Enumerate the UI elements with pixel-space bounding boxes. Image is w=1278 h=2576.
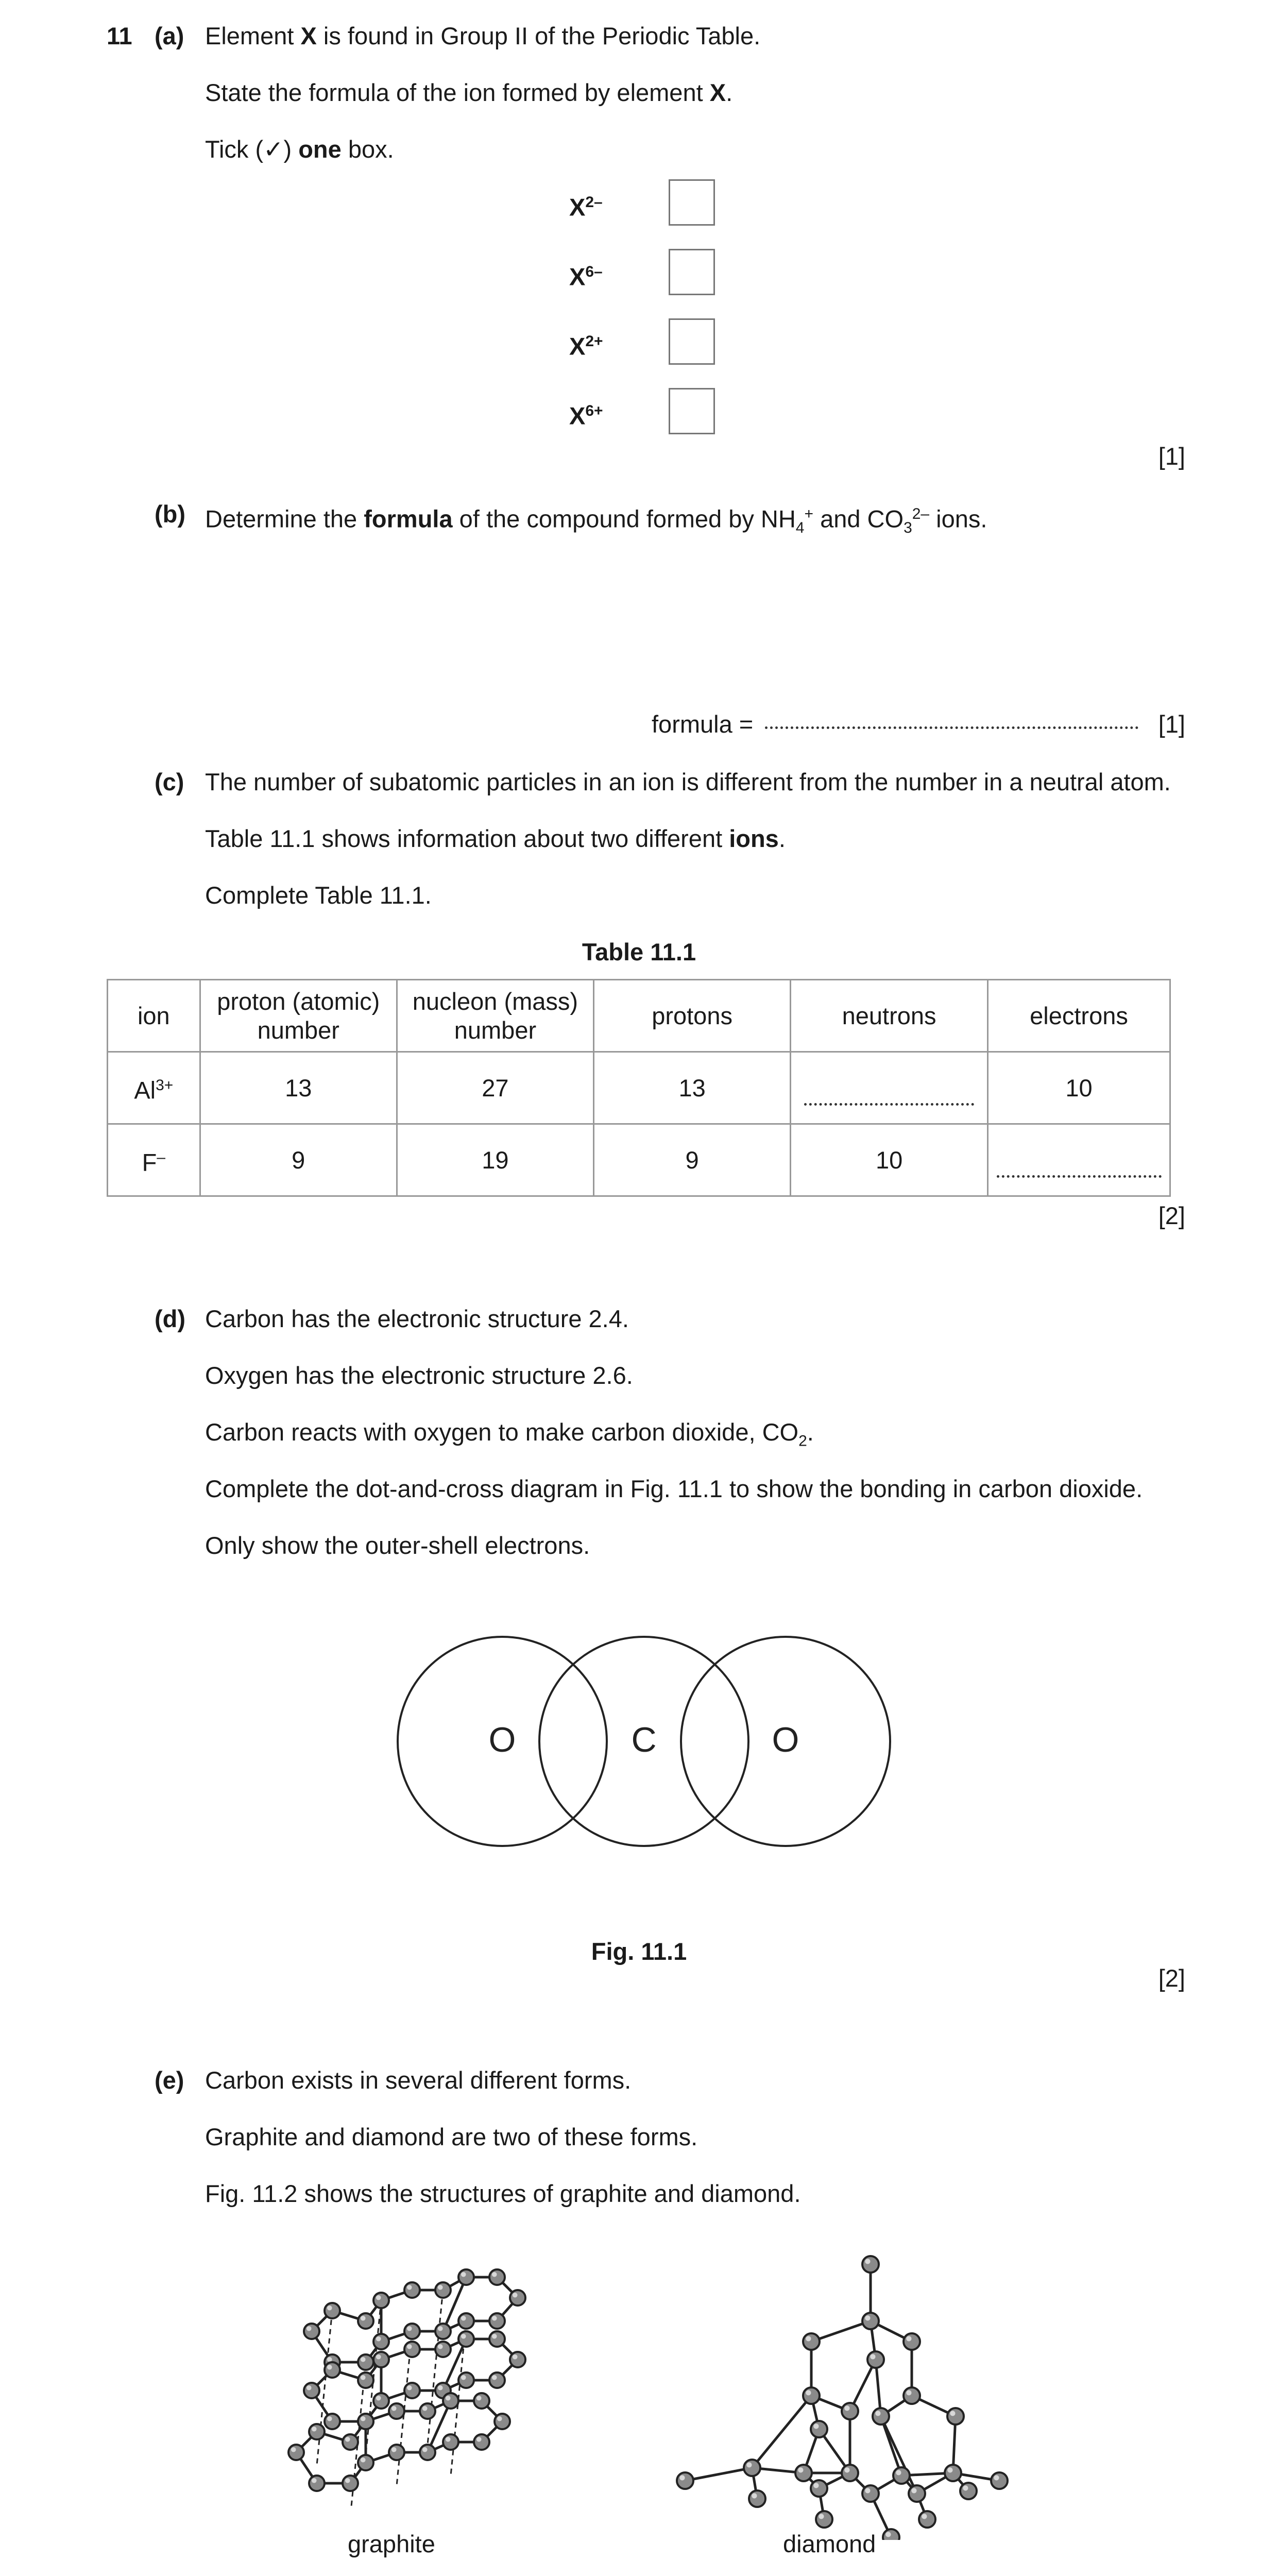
graphite-atom-highlight [461, 2316, 466, 2321]
graphite-atom-highlight [513, 2293, 518, 2298]
diamond-atom [883, 2529, 899, 2540]
table-row-f [108, 1124, 1170, 1196]
graphite-atom [358, 2354, 373, 2370]
graphite-atom [309, 2424, 325, 2439]
part-b-marks: [1] [1158, 710, 1185, 738]
diamond-atom-highlight [896, 2470, 901, 2475]
graphite-atom-highlight [446, 2396, 451, 2401]
graphite-atom-highlight [376, 2336, 381, 2342]
part-b-question: Determine the formula of the compound formed by $NH_4^+$ and $CO_3^{2-}$ ions. [205, 505, 987, 537]
ion-f: F– [108, 1124, 200, 1196]
diamond-atom [842, 2465, 858, 2481]
diamond-atom [960, 2483, 977, 2499]
graphite-atom-highlight [438, 2344, 443, 2349]
graphite-atom-highlight [422, 2447, 428, 2452]
graphite-atom [474, 2434, 489, 2450]
graphite-atom-highlight [438, 2326, 443, 2331]
formula-answer-line[interactable] [765, 726, 1138, 729]
graphite-atom [404, 2342, 420, 2357]
graphite-atom [358, 2455, 373, 2470]
option-x2plus-checkbox[interactable] [669, 318, 715, 365]
diamond-atom-highlight [806, 2390, 811, 2395]
diamond-atom [816, 2511, 832, 2528]
formula-label: formula = [652, 710, 754, 738]
diamond-atom-highlight [798, 2467, 803, 2472]
diamond-atom [904, 2333, 920, 2350]
header-protons: protons [594, 980, 791, 1052]
diamond-atom-highlight [911, 2488, 916, 2493]
diamond-atom-highlight [865, 2315, 870, 2320]
al-nucleon-number: 27 [397, 1052, 593, 1124]
diamond-atom-highlight [947, 2467, 952, 2472]
option-x6plus-checkbox[interactable] [669, 388, 715, 434]
option-x2minus-label: $X^{2-}$ [569, 193, 603, 221]
option-x6minus-checkbox[interactable] [669, 249, 715, 295]
graphite-atom-highlight [391, 2447, 397, 2452]
diamond-atom-highlight [819, 2514, 824, 2519]
graphite-atom-highlight [345, 2478, 350, 2483]
graphite-atom [420, 2445, 435, 2460]
diamond-atom-highlight [875, 2411, 880, 2416]
option-x2minus-checkbox[interactable] [669, 179, 715, 226]
graphite-atom [443, 2393, 458, 2409]
graphite-atom-highlight [312, 2427, 317, 2432]
graphite-atom-highlight [438, 2385, 443, 2391]
part-a-line3: Tick (✓) one box. [205, 135, 394, 163]
diamond-atom-highlight [844, 2405, 849, 2411]
fig-11-1-diagram [361, 1628, 927, 1855]
diamond-atom [947, 2408, 964, 2425]
part-d-line1: Carbon has the electronic structure 2.4. [205, 1305, 629, 1332]
option-x6minus-label: $X^{6-}$ [569, 263, 603, 291]
part-d-marks: [2] [1158, 1964, 1185, 1992]
graphite-atom [343, 2434, 358, 2450]
graphite-atom-highlight [492, 2272, 497, 2277]
ion-al: $Al^{3+}$ [108, 1052, 200, 1124]
graphite-atom [458, 2313, 474, 2329]
diamond-atom [862, 2313, 879, 2329]
f-neutrons: 10 [791, 1124, 988, 1196]
part-c-line1: The number of subatomic particles in an ion is different from the number in a neutral atom. [205, 768, 1171, 795]
diamond-atom-highlight [922, 2514, 927, 2519]
graphite-atom-highlight [376, 2396, 381, 2401]
part-d-line4: Complete the dot-and-cross diagram in Fig. 11.1 to show the bonding in carbon dioxide. [205, 1475, 1143, 1502]
graphite-atom-highlight [461, 2375, 466, 2380]
oxygen-left-symbol: O [488, 1720, 516, 1759]
graphite-atom-highlight [376, 2295, 381, 2300]
graphite-atom-highlight [327, 2306, 332, 2311]
diamond-bond [752, 2396, 811, 2468]
part-a-line1: Element X is found in Group II of the Periodic Table. [205, 22, 761, 49]
graphite-atom-highlight [361, 2357, 366, 2362]
graphite-atom-highlight [312, 2478, 317, 2483]
table-row-al [108, 1052, 1170, 1124]
graphite-atom [343, 2476, 358, 2491]
part-d-line5: Only show the outer-shell electrons. [205, 1532, 590, 1559]
diamond-atom-highlight [994, 2475, 999, 2480]
graphite-atom [435, 2324, 451, 2339]
f-proton-number: 9 [200, 1124, 397, 1196]
part-c-marks: [2] [1158, 1202, 1185, 1229]
option-x6plus-label: $X^{6+}$ [569, 402, 603, 430]
diamond-bond [811, 2321, 871, 2342]
diamond-atom [803, 2387, 820, 2404]
graphite-atom-highlight [361, 2416, 366, 2421]
graphite-atom [373, 2293, 389, 2308]
part-d-line3: Carbon reacts with oxygen to make carbon dioxide, $CO_2$. [205, 1418, 814, 1450]
diamond-atom [803, 2333, 820, 2350]
graphite-atom [288, 2445, 304, 2460]
graphite-atom [304, 2324, 319, 2339]
diamond-atom [904, 2387, 920, 2404]
graphite-atom-highlight [476, 2396, 482, 2401]
graphite-atom-highlight [513, 2354, 518, 2360]
diamond-atom-highlight [870, 2354, 875, 2359]
graphite-label: graphite [348, 2530, 435, 2557]
graphite-atom [458, 2269, 474, 2285]
diamond-atom-highlight [844, 2467, 849, 2472]
carbon-symbol: C [631, 1720, 657, 1759]
graphite-atom [404, 2383, 420, 2398]
graphite-atom [304, 2383, 319, 2398]
header-ion: ion [108, 980, 200, 1052]
graphite-atom-highlight [438, 2285, 443, 2290]
diamond-atom [677, 2472, 693, 2489]
graphite-atom-highlight [306, 2326, 312, 2331]
graphite-atom [404, 2324, 420, 2339]
question-number: 11 [107, 22, 132, 49]
f-electrons-answer[interactable] [988, 1124, 1170, 1196]
part-e-line2: Graphite and diamond are two of these forms. [205, 2123, 698, 2150]
f-electrons-answer-line[interactable] [997, 1170, 1162, 1178]
graphite-atom [373, 2352, 389, 2367]
graphite-atom-highlight [422, 2406, 428, 2411]
graphite-atom [510, 2290, 525, 2306]
part-d-line2: Oxygen has the electronic structure 2.6. [205, 1362, 633, 1389]
graphite-atom [435, 2342, 451, 2357]
graphite-atom [309, 2476, 325, 2491]
part-b-label: (b) [155, 500, 186, 528]
graphite-atom [495, 2414, 510, 2429]
graphite-atom [489, 2269, 505, 2285]
diamond-atom-highlight [813, 2424, 819, 2429]
graphite-atom [420, 2403, 435, 2419]
fig-11-1-caption: Fig. 11.1 [591, 1938, 687, 1965]
diamond-atom-highlight [806, 2336, 811, 2341]
graphite-atom [325, 2414, 340, 2429]
option-x2plus-label: $X^{2+}$ [569, 332, 603, 360]
diamond-atom [945, 2465, 961, 2481]
header-neutrons: neutrons [791, 980, 988, 1052]
diamond-atom-highlight [752, 2493, 757, 2498]
graphite-atom-highlight [391, 2406, 397, 2411]
al-neutrons-answer-line[interactable] [804, 1098, 974, 1106]
part-a-label: (a) [155, 22, 184, 49]
graphite-atom-highlight [407, 2385, 412, 2391]
header-electrons: electrons [988, 980, 1170, 1052]
diamond-atom-highlight [906, 2390, 911, 2395]
graphite-atom-highlight [361, 2458, 366, 2463]
diamond-atom-highlight [679, 2475, 685, 2480]
diamond-atom [909, 2485, 925, 2502]
diamond-atom [811, 2480, 827, 2497]
diamond-bond [685, 2468, 752, 2481]
diamond-atom [744, 2460, 760, 2476]
diamond-label: diamond [783, 2530, 876, 2557]
diamond-atom [991, 2472, 1008, 2489]
part-a-marks: [1] [1158, 443, 1185, 470]
part-e-line3: Fig. 11.2 shows the structures of graphite and diamond. [205, 2180, 801, 2207]
diamond-atom-highlight [950, 2411, 955, 2416]
diamond-atom [842, 2403, 858, 2419]
graphite-atom-highlight [361, 2375, 366, 2380]
graphite-atom-highlight [497, 2416, 502, 2421]
header-nucleon-number: nucleon (mass) number [397, 980, 593, 1052]
diamond-atom-highlight [865, 2259, 870, 2264]
graphite-atom [489, 2372, 505, 2388]
graphite-atom [404, 2282, 420, 2298]
graphite-atom-highlight [291, 2447, 296, 2452]
diamond-atom-highlight [963, 2485, 968, 2490]
graphite-atom-highlight [461, 2334, 466, 2339]
graphite-atom [358, 2414, 373, 2429]
graphite-atom-highlight [446, 2437, 451, 2442]
oxygen-right-symbol: O [772, 1720, 799, 1759]
al-neutrons-answer[interactable] [791, 1052, 988, 1124]
graphite-atom-highlight [407, 2326, 412, 2331]
graphite-atom [373, 2393, 389, 2409]
diamond-atom [749, 2490, 765, 2507]
al-electrons: 10 [988, 1052, 1170, 1124]
table-11-1-title: Table 11.1 [582, 938, 696, 965]
part-c-line2: Table 11.1 shows information about two different ions. [205, 825, 786, 852]
graphite-atom [389, 2445, 404, 2460]
table-header-row [108, 980, 1170, 1052]
graphite-atom-highlight [461, 2272, 466, 2277]
graphite-atom [435, 2282, 451, 2298]
graphite-atom [489, 2313, 505, 2329]
graphite-atom-highlight [407, 2344, 412, 2349]
diamond-atom-highlight [865, 2488, 870, 2493]
diamond-atom-highlight [813, 2483, 819, 2488]
diamond-atom [873, 2408, 889, 2425]
graphite-atom [458, 2372, 474, 2388]
graphite-atom [443, 2434, 458, 2450]
graphite-atom-highlight [476, 2437, 482, 2442]
part-c-label: (c) [155, 768, 184, 795]
diamond-atom [919, 2511, 935, 2528]
graphite-atom [325, 2303, 340, 2318]
graphite-structure-diagram [278, 2241, 556, 2509]
graphite-atom [474, 2393, 489, 2409]
diamond-atom [867, 2351, 884, 2368]
graphite-atom-highlight [361, 2316, 366, 2321]
graphite-atom-highlight [345, 2437, 350, 2442]
al-proton-number: 13 [200, 1052, 397, 1124]
diamond-structure-diagram [664, 2231, 1015, 2540]
graphite-atom [489, 2331, 505, 2347]
diamond-atom [862, 2256, 879, 2273]
graphite-atom-highlight [306, 2385, 312, 2391]
graphite-atom-highlight [407, 2285, 412, 2290]
graphite-atom [510, 2352, 525, 2367]
graphite-atom-highlight [492, 2316, 497, 2321]
table-11-1 [107, 979, 1171, 1197]
al-protons: 13 [594, 1052, 791, 1124]
graphite-atom [358, 2313, 373, 2329]
diamond-atom [811, 2421, 827, 2437]
part-d-label: (d) [155, 1305, 186, 1332]
part-c-line3: Complete Table 11.1. [205, 882, 432, 909]
part-a-line2: State the formula of the ion formed by element X. [205, 79, 733, 106]
graphite-atom-highlight [492, 2334, 497, 2339]
diamond-atom-highlight [885, 2532, 891, 2537]
graphite-atom [373, 2334, 389, 2349]
graphite-atom-highlight [327, 2365, 332, 2370]
f-protons: 9 [594, 1124, 791, 1196]
part-e-label: (e) [155, 2066, 184, 2094]
graphite-atom [358, 2372, 373, 2388]
graphite-atom [458, 2331, 474, 2347]
graphite-atom-highlight [327, 2416, 332, 2421]
graphite-atom-highlight [492, 2375, 497, 2380]
graphite-atom [325, 2362, 340, 2378]
diamond-atom [862, 2485, 879, 2502]
part-e-line1: Carbon exists in several different forms. [205, 2066, 632, 2094]
diamond-atom-highlight [906, 2336, 911, 2341]
header-proton-number: proton (atomic) number [200, 980, 397, 1052]
graphite-atom [389, 2403, 404, 2419]
graphite-atom-highlight [376, 2354, 381, 2360]
diamond-atom-highlight [746, 2462, 752, 2467]
f-nucleon-number: 19 [397, 1124, 593, 1196]
diamond-atom [795, 2465, 812, 2481]
diamond-atom [893, 2467, 910, 2484]
